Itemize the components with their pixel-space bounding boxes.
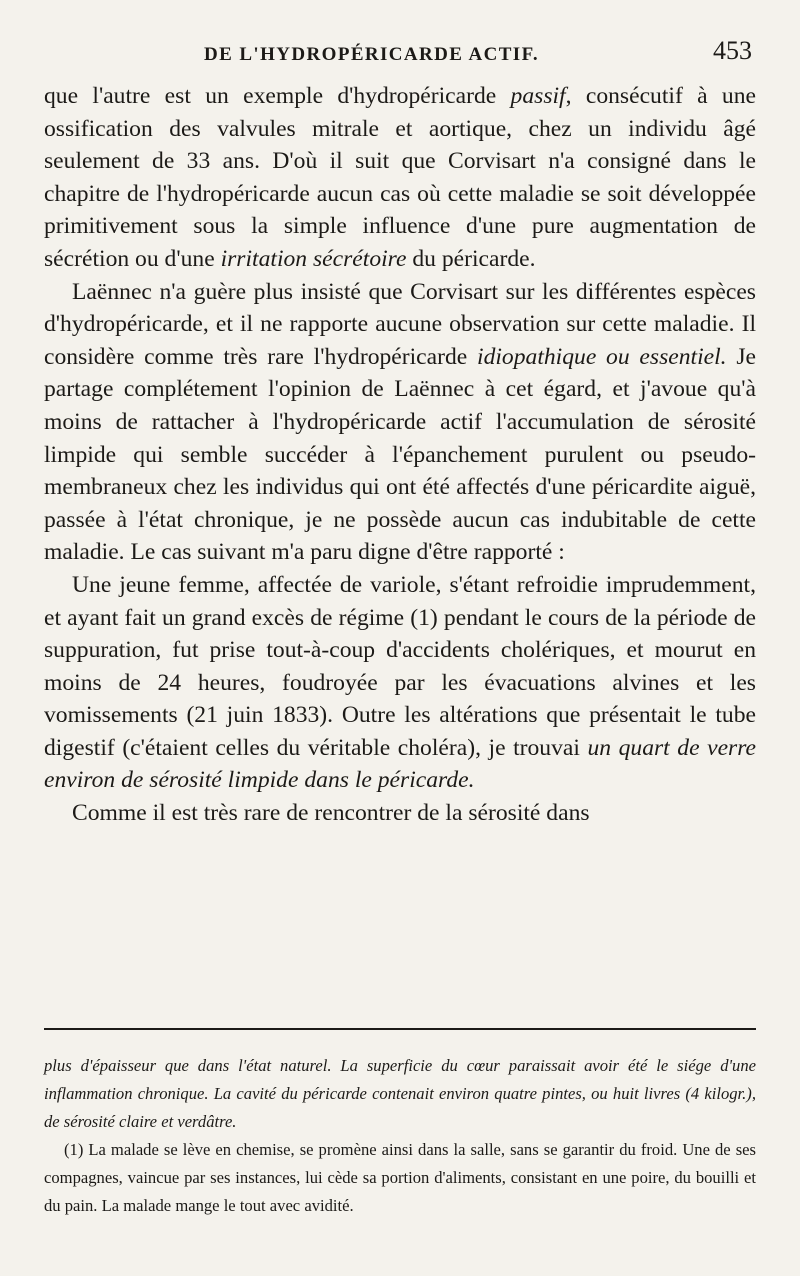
- paragraph-3: [44, 569, 756, 797]
- footnote-divider: [44, 1028, 756, 1030]
- footnote-continuation: plus d'épaisseur que dans l'état naturel. La superficie du cœur paraissait avoir été le siége d'une inflammation chronique. La cavité du péricarde contenait environ quatre pintes, ou huit livres (4 kilogr.), de sérosité claire et verdâtre.: [44, 1056, 756, 1131]
- paragraph-4-text: Comme il est très rare de rencontrer de la sérosité dans: [72, 800, 590, 827]
- paragraph-1-italic-a: passif: [510, 83, 566, 109]
- paragraph-2-text-a: Laënnec n'a guère plus insisté que Corvisart sur les différentes espèces d'hydropéricarde, et il ne rapporte aucune observation sur cette maladie. Il considère comme très rare l'hydropéricarde: [44, 278, 756, 370]
- footnote-1: (1) La malade se lève en chemise, se promène ainsi dans la salle, sans se garantir du froid. Une de ses compagnes, vaincue par ses instances, lui cède sa portion d'aliments, consistant en une poire, du bouilli et du pain. La malade mange le tout avec avidité.: [44, 1140, 756, 1215]
- paragraph-1-text-c: du péricarde.: [406, 245, 536, 272]
- page-number: 453: [713, 36, 752, 65]
- paragraph-3-italic: un quart de verre environ de sérosité limpide dans le péricarde.: [44, 734, 756, 794]
- paragraph-1-text-a: que l'autre est un exemple d'hydropéricarde: [44, 83, 511, 109]
- page-header: [44, 36, 756, 72]
- paragraph-4: [44, 797, 756, 830]
- paragraph-2: [44, 276, 756, 569]
- footnotes: [44, 1052, 756, 1220]
- body-text: [44, 80, 756, 830]
- paragraph-3-text-a: Une jeune femme, affectée de variole, s'étant refroidie imprudemment, et ayant fait un grand excès de régime (1) pendant le cours de la période de suppuration, fut prise tout-à-coup d'accidents cholériques, et mourut en moins de 24 heures, foudroyée par les évacuations alvines et les vomissements (21 juin 1833). Outre les altérations que présentait le tube digestif (c'étaient celles du véritable choléra), je trouvai: [44, 571, 756, 761]
- paragraph-2-text-b: Je partage complétement l'opinion de Laënnec à cet égard, et j'avoue qu'à moins de rattacher à l'hydropéricarde actif l'accumulation de sérosité limpide qui semble succéder à l'épanchement purulent ou pseudo-membraneux chez les individus qui ont été affectés d'une péricardite aiguë, passée à l'état chronique, je ne possède aucun cas indubitable de cette maladie. Le cas suivant m'a paru digne d'être rapporté :: [44, 343, 756, 566]
- paragraph-1: [44, 80, 756, 276]
- paragraph-2-italic: idiopathique ou essentiel.: [477, 343, 727, 370]
- paragraph-1-italic-b: irritation sécrétoire: [220, 245, 407, 272]
- paragraph-1-text-b: , consécutif à une ossification des valvules mitrale et aortique, chez un individu âgé seulement de 33 ans. D'où il suit que Corvisart n'a consigné dans le chapitre de l'hydropéricarde aucun cas où cette maladie se soit développée primitivement sous la simple influence d'une pure augmentation de sécrétion ou d'une: [44, 83, 756, 272]
- running-head: DE L'HYDROPÉRICARDE ACTIF.: [204, 44, 539, 65]
